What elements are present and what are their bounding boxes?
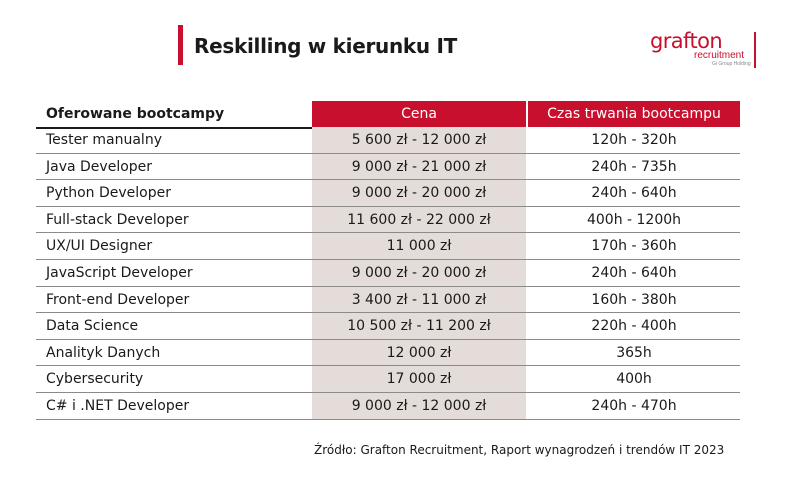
row-duration: 240h - 640h [591, 185, 677, 202]
row-duration: 120h - 320h [591, 132, 677, 148]
row-duration: 240h - 735h [591, 158, 677, 175]
row-price: 10 500 zł - 11 200 zł [347, 318, 491, 335]
logo-divider [754, 32, 756, 68]
table-row [36, 287, 740, 314]
row-price: 3 400 zł - 11 000 zł [351, 291, 487, 308]
header-price: Cena [312, 101, 526, 127]
row-duration: 160h - 380h [591, 291, 677, 308]
row-name: Data Science [46, 318, 139, 335]
row-price: 12 000 zł [386, 344, 452, 361]
table-row [36, 340, 740, 367]
logo-subtitle: recruitment [694, 50, 745, 61]
table-row [36, 260, 740, 287]
table-row [36, 313, 740, 340]
row-duration: 365h [616, 344, 652, 361]
header-duration: Czas trwania bootcampu [528, 101, 740, 127]
row-name: Cybersecurity [46, 371, 144, 388]
row-price: 9 000 zł - 20 000 zł [351, 185, 487, 202]
table-row [36, 366, 740, 393]
grafton-logo [650, 30, 760, 72]
table-row [36, 393, 740, 420]
logo-tagline: Gi Group Holding [712, 61, 751, 67]
table-row [36, 233, 740, 260]
row-price: 17 000 zł [386, 371, 452, 388]
row-duration: 240h - 640h [591, 264, 677, 281]
row-price: 11 000 zł [386, 238, 452, 255]
table-row [36, 207, 740, 234]
table-body [36, 127, 740, 420]
row-price: 9 000 zł - 12 000 zł [351, 397, 487, 414]
row-duration: 170h - 360h [591, 238, 677, 255]
row-name: Java Developer [46, 158, 153, 175]
row-name: Tester manualny [46, 132, 162, 148]
title-accent-bar [178, 25, 183, 65]
source-note: Źródło: Grafton Recruitment, Raport wynagrodzeń i trendów IT 2023 [314, 443, 725, 457]
row-duration: 400h [616, 371, 652, 388]
row-name: Python Developer [46, 185, 171, 202]
row-name: C# i .NET Developer [46, 397, 190, 414]
row-duration: 240h - 470h [591, 397, 677, 414]
row-name: JavaScript Developer [46, 264, 193, 281]
row-price: 11 600 zł - 22 000 zł [347, 211, 491, 228]
table-row [36, 180, 740, 207]
row-price: 9 000 zł - 21 000 zł [351, 158, 487, 175]
row-price: 9 000 zł - 20 000 zł [351, 264, 487, 281]
table-row [36, 154, 740, 181]
row-name: Front-end Developer [46, 291, 190, 308]
row-price: 5 600 zł - 12 000 zł [351, 132, 487, 148]
row-name: Full-stack Developer [46, 211, 189, 228]
table-row [36, 127, 740, 154]
page-title: Reskilling w kierunku IT [194, 34, 457, 58]
row-duration: 220h - 400h [591, 318, 677, 335]
row-duration: 400h - 1200h [586, 211, 682, 228]
header-bootcamps: Oferowane bootcampy [46, 106, 225, 122]
row-name: UX/UI Designer [46, 238, 153, 255]
row-name: Analityk Danych [46, 344, 161, 361]
logo-wordmark: grafton [650, 29, 723, 53]
